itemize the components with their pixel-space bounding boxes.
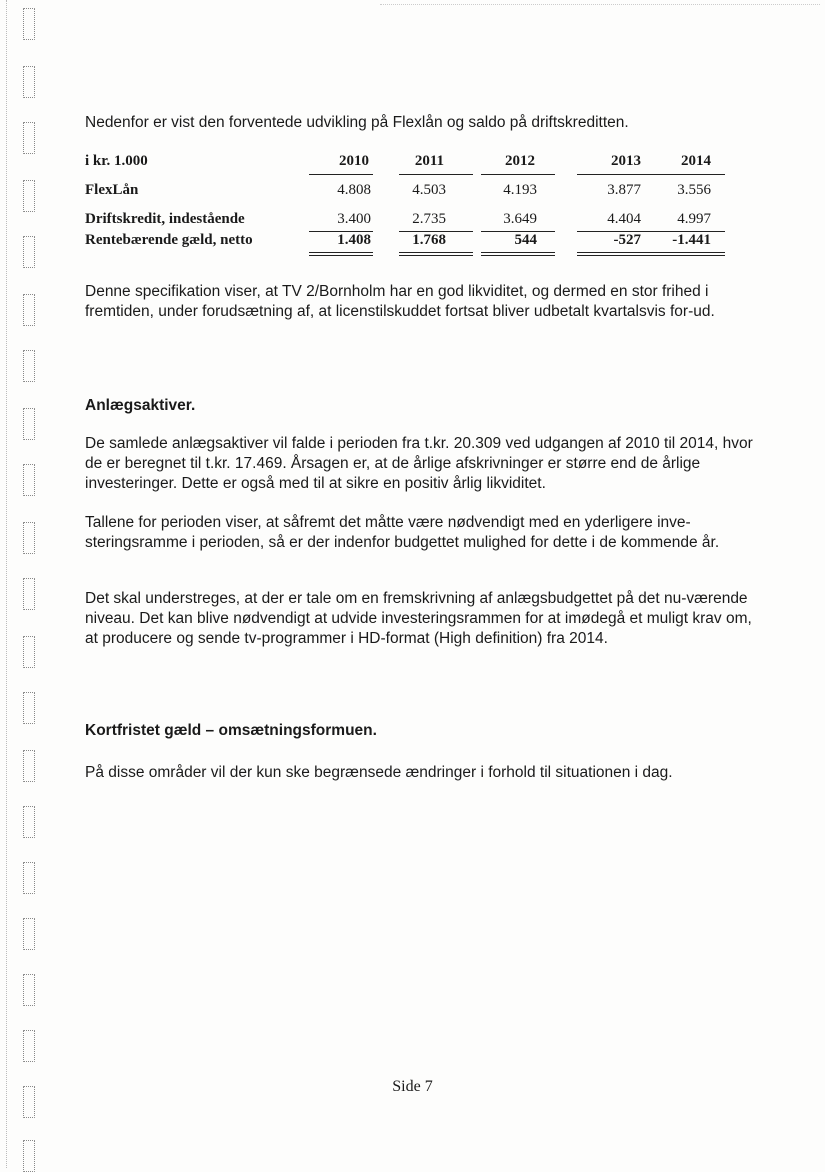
binder-hole xyxy=(23,918,35,950)
intro-paragraph: Nedenfor er vist den forventede udvikling på Flexlån og saldo på driftskreditten. xyxy=(85,114,629,131)
binder-hole xyxy=(23,8,35,40)
body-paragraph: Tallene for perioden viser, at såfremt det måtte være nødvendigt med en yderligere inve-steringsramme i perioden, så er der indenfor budgettet mulighed for dette i de kommende år. xyxy=(85,514,720,551)
specification-paragraph: Denne specifikation viser, at TV 2/Bornholm har en god likviditet, og dermed en stor frihed i fremtiden, under forudsætning af, at licenstilskuddet fortsat bliver udbetalt kvartalsvis for-ud. xyxy=(85,283,715,320)
table-cell: 3.877 xyxy=(607,182,641,198)
row-label: FlexLån xyxy=(85,182,139,198)
header-underline xyxy=(309,174,373,175)
body-paragraph: Det skal understreges, at der er tale om en fremskrivning af anlægsbudgettet på det nu-værende niveau. Det kan blive nødvendigt at udvide investeringsrammen for at imødegå et muligt krav om, at producere og sende tv-programmer i HD-format (High definition) fra 2014. xyxy=(85,590,752,647)
binder-hole xyxy=(23,974,35,1006)
total-double-underline xyxy=(577,252,725,256)
binder-hole xyxy=(23,806,35,838)
header-underline xyxy=(399,174,473,175)
unit-label: i kr. 1.000 xyxy=(85,153,148,169)
binder-hole xyxy=(23,122,35,154)
row-label: Rentebærende gæld, netto xyxy=(85,232,253,248)
binder-hole xyxy=(23,408,35,440)
binder-hole xyxy=(23,578,35,610)
section-heading: Anlægsaktiver. xyxy=(85,397,196,414)
binder-hole xyxy=(23,636,35,668)
table-cell: 2.735 xyxy=(412,211,446,227)
table-cell: 3.556 xyxy=(677,182,711,198)
binder-holes xyxy=(0,0,40,1168)
table-cell: -1.441 xyxy=(672,232,711,248)
year-header: 2012 xyxy=(505,153,535,169)
body-paragraph: På disse områder vil der kun ske begrænsede ændringer i forhold til situationen i dag. xyxy=(85,764,673,781)
table-row xyxy=(85,232,725,252)
table-cell: 4.808 xyxy=(337,182,371,198)
binder-hole xyxy=(23,236,35,268)
table-header-row xyxy=(85,153,725,173)
table-cell: 544 xyxy=(514,232,537,248)
table-cell: 4.404 xyxy=(607,211,641,227)
total-double-underline xyxy=(309,252,373,256)
body-paragraph: De samlede anlægsaktiver vil falde i perioden fra t.kr. 20.309 ved udgangen af 2010 til 2014, hvor de er beregnet til t.kr. 17.469. Årsagen er, at de årlige afskrivninger er større end de årlige investeringer. Dette er også med til at sikre en positiv årlig likviditet. xyxy=(85,435,753,492)
table-row xyxy=(85,182,725,202)
table-row xyxy=(85,211,725,231)
binder-hole xyxy=(23,522,35,554)
section-heading: Kortfristet gæld – omsætningsformuen. xyxy=(85,722,377,739)
binder-hole xyxy=(23,66,35,98)
year-header: 2013 xyxy=(611,153,641,169)
header-underline xyxy=(577,174,725,175)
binder-hole xyxy=(23,294,35,326)
binder-hole xyxy=(23,692,35,724)
table-cell: 1.768 xyxy=(412,232,446,248)
total-double-underline xyxy=(399,252,473,256)
table-cell: 3.400 xyxy=(337,211,371,227)
table-cell: 4.193 xyxy=(503,182,537,198)
table-cell: 4.997 xyxy=(677,211,711,227)
binder-hole xyxy=(23,1140,35,1172)
page-number: Side 7 xyxy=(392,1078,433,1095)
binder-hole xyxy=(23,750,35,782)
header-underline xyxy=(481,174,555,175)
table-cell: -527 xyxy=(613,232,641,248)
year-header: 2010 xyxy=(339,153,369,169)
binder-hole xyxy=(23,350,35,382)
table-cell: 3.649 xyxy=(503,211,537,227)
row-label: Driftskredit, indestående xyxy=(85,211,245,227)
total-double-underline xyxy=(481,252,555,256)
year-header: 2014 xyxy=(681,153,711,169)
table-cell: 1.408 xyxy=(337,232,371,248)
table-cell: 4.503 xyxy=(412,182,446,198)
binder-hole xyxy=(23,1030,35,1062)
binder-hole xyxy=(23,180,35,212)
binder-hole xyxy=(23,862,35,894)
binder-hole xyxy=(23,464,35,496)
scan-top-line xyxy=(380,4,820,5)
year-header: 2011 xyxy=(414,153,444,169)
